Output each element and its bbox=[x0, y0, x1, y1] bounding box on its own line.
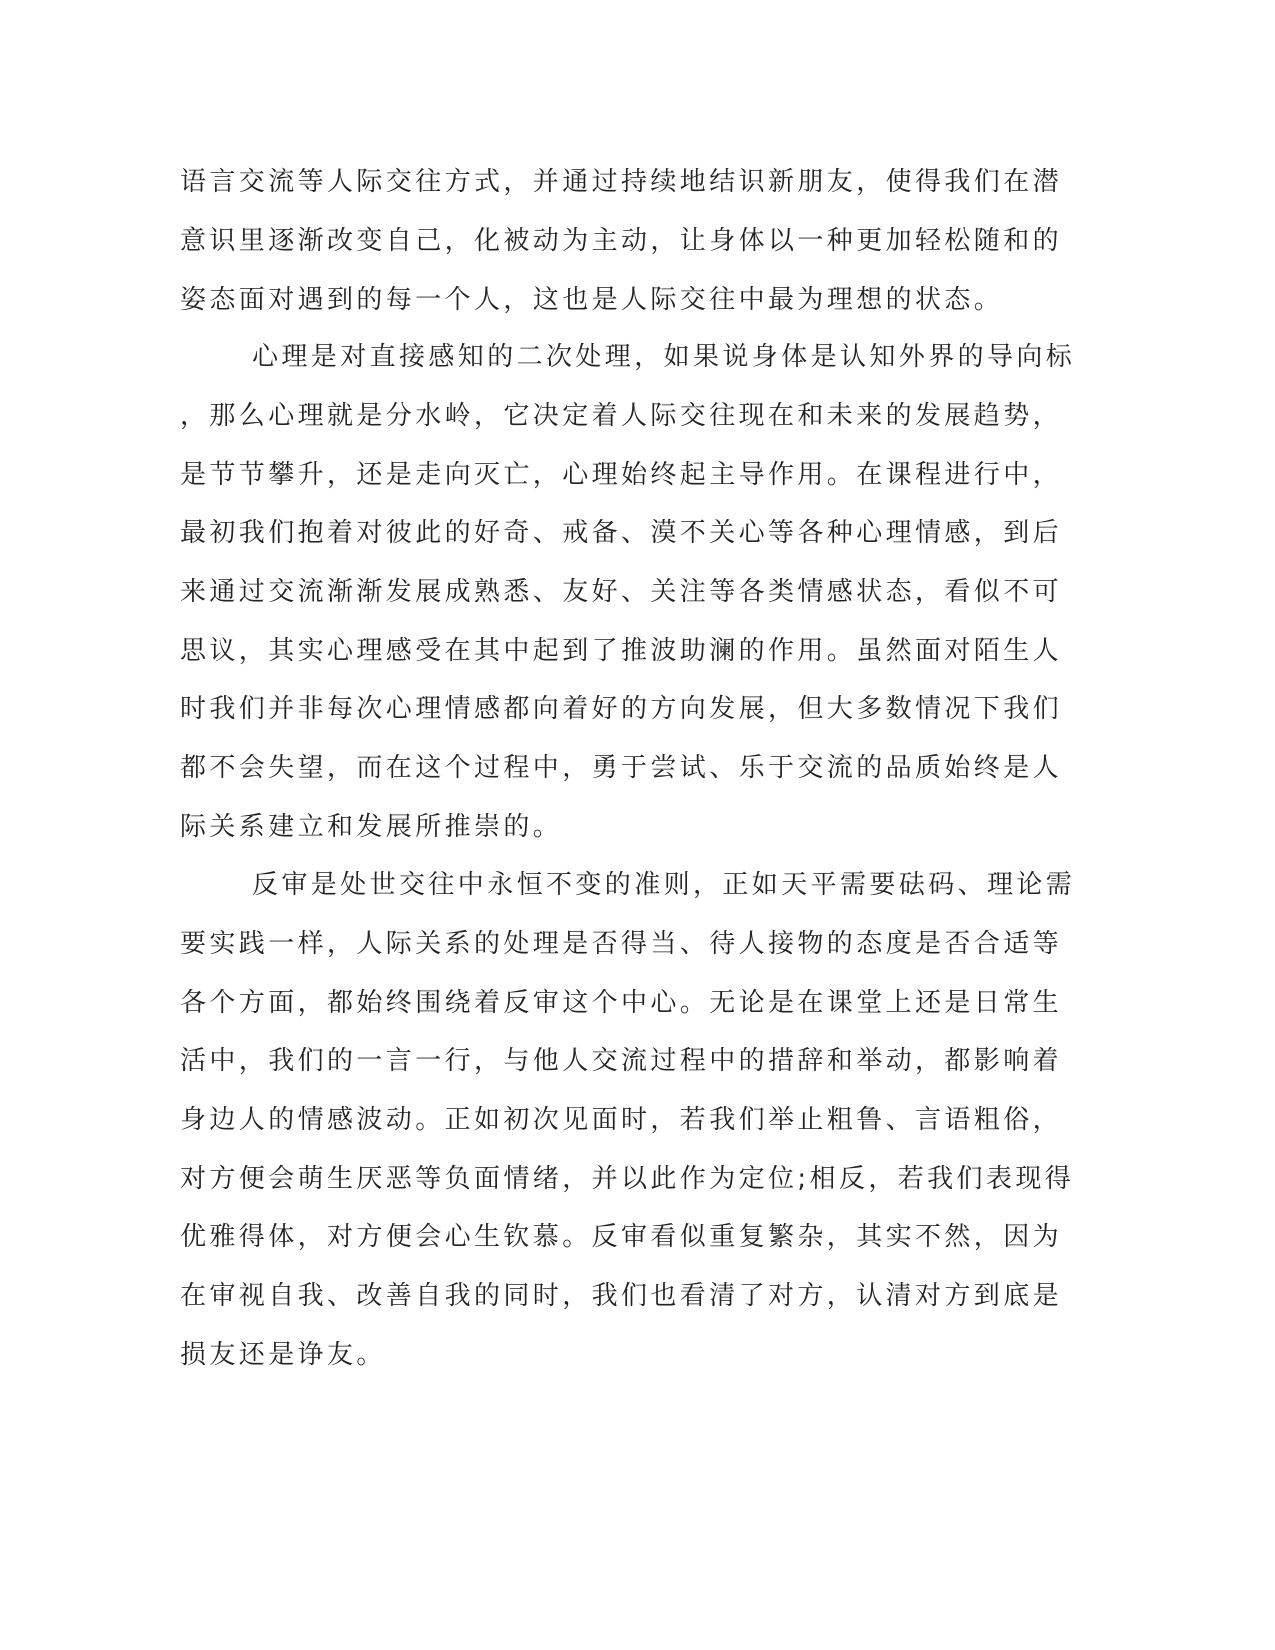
paragraph-1-line-2: 意识里逐渐改变自己，化被动为主动，让身体以一种更加轻松随和的 bbox=[180, 226, 1063, 256]
paragraph-3-line-5: 身边人的情感波动。正如初次见面时，若我们举止粗鲁、言语粗俗， bbox=[180, 1105, 1063, 1135]
paragraph-3-line-1: 反审是处世交往中永恒不变的准则，正如天平需要砝码、理论需 bbox=[252, 870, 1076, 900]
paragraph-3-line-9: 损友还是诤友。 bbox=[180, 1340, 386, 1370]
paragraph-2-line-1: 心理是对直接感知的二次处理，如果说身体是认知外界的导向标 bbox=[252, 342, 1076, 372]
paragraph-2-line-6: 思议，其实心理感受在其中起到了推波助澜的作用。虽然面对陌生人 bbox=[180, 636, 1063, 666]
paragraph-2-line-8: 都不会失望，而在这个过程中，勇于尝试、乐于交流的品质始终是人 bbox=[180, 753, 1063, 783]
paragraph-3-line-6: 对方便会萌生厌恶等负面情绪，并以此作为定位;相反，若我们表现得 bbox=[180, 1164, 1075, 1194]
paragraph-3-line-3: 各个方面，都始终围绕着反审这个中心。无论是在课堂上还是日常生 bbox=[180, 988, 1063, 1018]
paragraph-3-line-8: 在审视自我、改善自我的同时，我们也看清了对方，认清对方到底是 bbox=[180, 1281, 1063, 1311]
paragraph-1-line-1: 语言交流等人际交往方式，并通过持续地结识新朋友，使得我们在潜 bbox=[180, 167, 1063, 197]
paragraph-2-line-9: 际关系建立和发展所推崇的。 bbox=[180, 812, 563, 842]
paragraph-3-line-4: 活中，我们的一言一行，与他人交流过程中的措辞和举动，都影响着 bbox=[180, 1046, 1063, 1076]
paragraph-2-line-5: 来通过交流渐渐发展成熟悉、友好、关注等各类情感状态，看似不可 bbox=[180, 577, 1063, 607]
paragraph-3-line-7: 优雅得体，对方便会心生钦慕。反审看似重复繁杂，其实不然，因为 bbox=[180, 1222, 1063, 1252]
paragraph-2-line-7: 时我们并非每次心理情感都向着好的方向发展，但大多数情况下我们 bbox=[180, 694, 1063, 724]
paragraph-1-line-3: 姿态面对遇到的每一个人，这也是人际交往中最为理想的状态。 bbox=[180, 285, 1004, 315]
paragraph-2-line-4: 最初我们抱着对彼此的好奇、戒备、漠不关心等各种心理情感，到后 bbox=[180, 518, 1063, 548]
paragraph-3-line-2: 要实践一样，人际关系的处理是否得当、待人接物的态度是否合适等 bbox=[180, 929, 1063, 959]
paragraph-2-line-2: ，那么心理就是分水岭，它决定着人际交往现在和未来的发展趋势， bbox=[180, 401, 1063, 431]
paragraph-2-line-3: 是节节攀升，还是走向灭亡，心理始终起主导作用。在课程进行中， bbox=[180, 460, 1063, 490]
